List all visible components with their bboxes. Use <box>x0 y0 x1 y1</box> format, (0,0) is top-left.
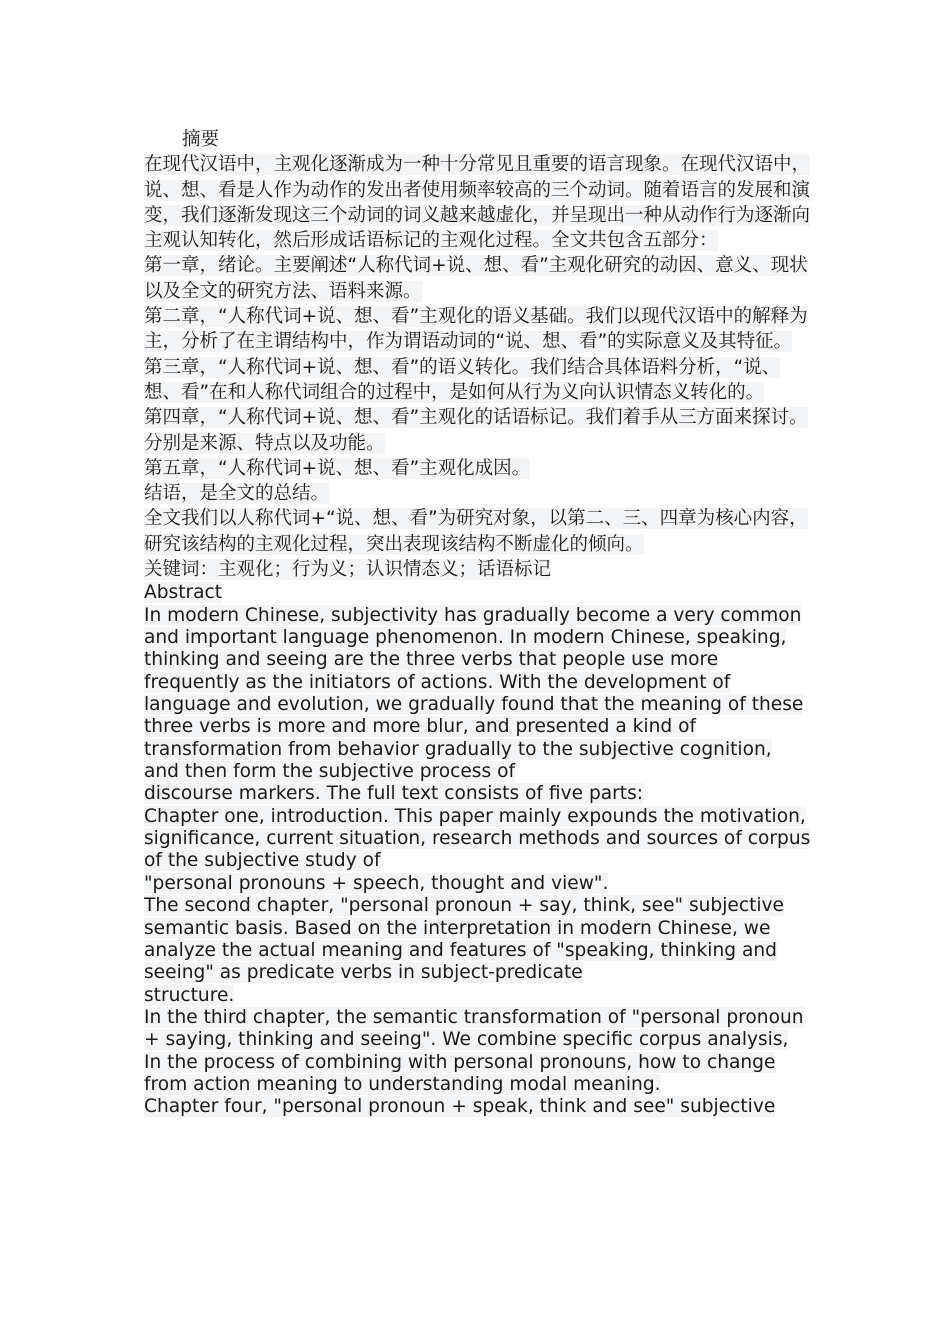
english-paragraph-chapter-one-cont: "personal pronouns + speech, thought and view". <box>144 872 609 894</box>
chinese-paragraph-conclusion: 结语，是全文的总结。 <box>144 483 330 505</box>
english-paragraph-chapter-four: Chapter four, "personal pronoun + speak, think and see" subjective <box>144 1096 776 1118</box>
chinese-paragraph-summary: 全文我们以人称代词+“说、想、看”为研究对象，以第二、三、四章为核心内容，研究该结构的主观化过程，突出表现该结构不断虚化的倾向。 <box>144 508 808 555</box>
english-paragraph-chapter-two-cont: structure. <box>144 984 235 1006</box>
chinese-paragraph-intro: 在现代汉语中，主观化逐渐成为一种十分常见且重要的语言现象。在现代汉语中，说、想、看是人作为动作的发出者使用频率较高的三个动词。随着语言的发展和演变，我们逐渐发现这三个动词的词义越来越虚化，并呈现出一种从动作行为逐渐向主观认知转化，然后形成话语标记的主观化过程。全文共包含五部分： <box>144 154 811 252</box>
english-paragraph-chapter-three-cont: In the process of combining with personal pronouns, how to change from action meaning to understanding modal meaning. <box>144 1051 776 1095</box>
english-paragraph-intro: In modern Chinese, subjectivity has gradually become a very common and important language phenomenon. In modern Chinese, speaking, thinking and seeing are the three verbs that people use more frequently as the initiators of actions. With the development of language and evolution, we gradually found that the meaning of these three verbs is more and more blur, and presented a kind of transformation from behavior gradually to the subjective cognition, and then form the subjective process of <box>144 604 804 783</box>
chinese-paragraph-chapter-five: 第五章，“人称代词+说、想、看”主观化成因。 <box>144 457 531 479</box>
chinese-abstract-title: 摘要 <box>182 129 220 150</box>
chinese-paragraph-chapter-one: 第一章，绪论。主要阐述“人称代词+说、想、看”主观化研究的动因、意义、现状以及全文的研究方法、语料来源。 <box>144 255 808 302</box>
chinese-keywords: 关键词：主观化；行为义；认识情态义；话语标记 <box>144 559 552 581</box>
english-paragraph-intro-cont: discourse markers. The full text consists of five parts: <box>144 783 644 805</box>
document-body <box>144 127 812 1119</box>
english-paragraph-chapter-three: In the third chapter, the semantic transformation of "personal pronoun + saying, thinking and seeing". We combine specific corpus analysis, <box>144 1006 804 1051</box>
english-paragraph-chapter-one: Chapter one, introduction. This paper mainly expounds the motivation, significance, current situation, research methods and sources of corpus of the subjective study of <box>144 805 811 872</box>
english-abstract-title: Abstract <box>144 582 223 604</box>
chinese-paragraph-chapter-four: 第四章，“人称代词+说、想、看”主观化的话语标记。我们着手从三方面来探讨。分别是来源、特点以及功能。 <box>144 407 808 454</box>
chinese-paragraph-chapter-three: 第三章，“人称代词+说、想、看”的语义转化。我们结合具体语料分析，“说、想、看”在和人称代词组合的过程中，是如何从行为义向认识情态义转化的。 <box>144 356 781 403</box>
english-paragraph-chapter-two: The second chapter, "personal pronoun + say, think, see" subjective semantic basis. Based on the interpretation in modern Chinese, we analyze the actual meaning and features of "speaking, thinking and seeing" as predicate verbs in subject-predicate <box>144 895 784 984</box>
chinese-paragraph-chapter-two: 第二章，“人称代词+说、想、看”主观化的语义基础。我们以现代汉语中的解释为主，分析了在主谓结构中，作为谓语动词的“说、想、看”的实际意义及其特征。 <box>144 306 808 353</box>
